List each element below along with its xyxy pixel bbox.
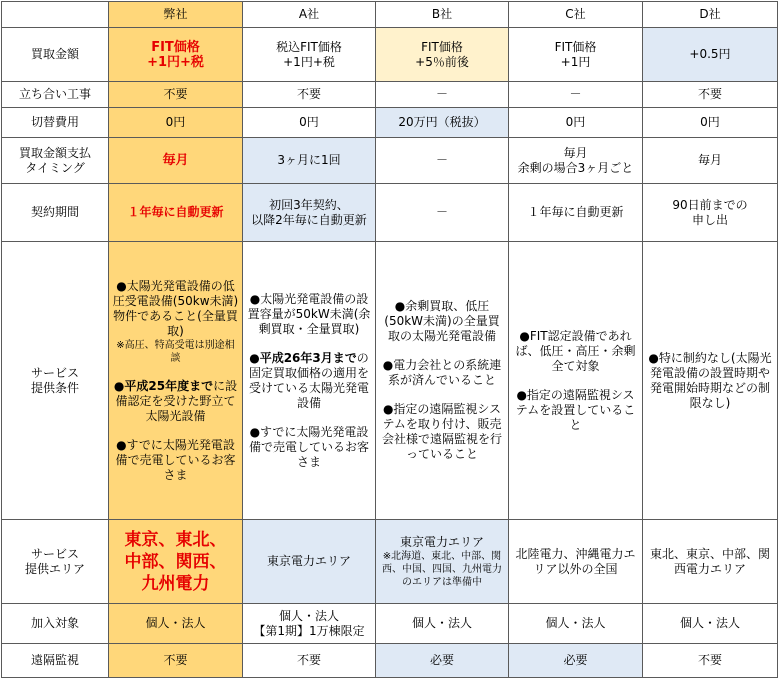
header-blank — [2, 2, 109, 28]
d-contract-line1: 90日前までの — [672, 197, 748, 212]
a-cond-p3: ●すでに太陽光発電設備で売電しているお客さま — [248, 424, 369, 469]
label-payment — [2, 138, 109, 184]
row-target — [2, 604, 778, 644]
a-price-line1: 税込FIT価格 — [276, 39, 342, 54]
d-switch-fee: 0円 — [643, 108, 778, 138]
label-target: 加入対象 — [2, 604, 109, 644]
own-price-line1: FIT価格 — [151, 39, 200, 55]
own-area-line3: 九州電力 — [141, 573, 210, 594]
b-area-note: ※北海道、東北、中部、関西、中国、四国、九州電力のエリアは準備中 — [382, 550, 502, 588]
own-area-line2: 中部、関西、 — [124, 551, 227, 572]
own-cond-p2 — [112, 379, 239, 424]
header-own-company: 弊社 — [109, 2, 243, 28]
c-price-line2: +1円 — [560, 54, 591, 69]
row-monitor — [2, 644, 778, 678]
row-witness — [2, 82, 778, 108]
header-company-d: D社 — [643, 2, 778, 28]
d-contract — [643, 184, 778, 242]
own-cond-p1: ●太陽光発電設備の低圧受電設備(50kw未満)物件であること(全量買取) — [112, 278, 239, 338]
c-cond-p1: ●FIT認定設備であれば、低圧・高圧・余剰全て対象 — [515, 328, 636, 373]
c-payment-line1: 毎月 — [563, 145, 588, 160]
own-witness: 不要 — [109, 82, 243, 108]
b-price — [376, 28, 509, 82]
b-price-line1: FIT価格 — [421, 39, 463, 54]
header-company-a: A社 — [243, 2, 376, 28]
c-area: 北陸電力、沖縄電力エリア以外の全国 — [509, 520, 643, 604]
a-payment: 3ヶ月に1回 — [243, 138, 376, 184]
spacer — [112, 424, 239, 438]
c-monitor: 必要 — [509, 644, 643, 678]
own-payment — [109, 138, 243, 184]
d-conditions — [643, 242, 778, 520]
label-conditions-line1: サービス — [30, 365, 79, 380]
b-cond-p1: ●余剰買取、低圧(50kW未満)の全量買取の太陽光発電設備 — [384, 299, 500, 343]
label-conditions-line2: 提供条件 — [30, 380, 79, 395]
b-cond-p3: ●指定の遠隔監視システムを取り付け、販売会社様で遠隔監視を行っていること — [381, 402, 502, 461]
own-switch-fee: 0円 — [109, 108, 243, 138]
a-switch-fee: 0円 — [243, 108, 376, 138]
d-area: 東北、東京、中部、関西電力エリア — [643, 520, 778, 604]
b-cond-p2: ●電力会社との系統連系が済んでいること — [382, 358, 502, 387]
own-cond-note: ※高圧、特高受電は別途相談 — [116, 339, 235, 364]
row-area — [2, 520, 778, 604]
d-payment: 毎月 — [643, 138, 778, 184]
row-conditions — [2, 242, 778, 520]
b-conditions — [376, 242, 509, 520]
b-area-main: 東京電力エリア — [399, 534, 484, 549]
a-contract — [243, 184, 376, 242]
b-monitor: 必要 — [376, 644, 509, 678]
row-switch-fee — [2, 108, 778, 138]
c-witness: － — [509, 82, 643, 108]
header-company-b: B社 — [376, 2, 509, 28]
a-witness: 不要 — [243, 82, 376, 108]
label-payment-line1: 買取金額支払 — [18, 145, 91, 160]
label-switch-fee: 切替費用 — [2, 108, 109, 138]
label-price: 買取金額 — [2, 28, 109, 82]
d-witness: 不要 — [643, 82, 778, 108]
c-price-line1: FIT価格 — [554, 39, 597, 54]
d-price: +0.5円 — [643, 28, 778, 82]
spacer — [246, 337, 372, 351]
own-payment-text: 毎月 — [162, 153, 189, 168]
a-cond-p2-rest: の固定買取価格の適用を受けている太陽光発電設備 — [248, 350, 369, 410]
own-cond-p2-rest: に設備認定を受けた野立て太陽光設備 — [115, 378, 238, 423]
a-cond-p2-bold: ●平成26年3月まで — [249, 350, 357, 365]
own-area-line1: 東京、東北、 — [124, 529, 227, 550]
label-conditions — [2, 242, 109, 520]
b-switch-fee: 20万円（税抜） — [376, 108, 509, 138]
a-area: 東京電力エリア — [243, 520, 376, 604]
a-cond-p2 — [246, 351, 372, 411]
c-target: 個人・法人 — [509, 604, 643, 644]
a-target — [243, 604, 376, 644]
label-monitor: 遠隔監視 — [2, 644, 109, 678]
spacer — [512, 374, 639, 388]
row-contract — [2, 184, 778, 242]
label-area-line1: サービス — [30, 546, 79, 561]
c-payment-line2: 余剰の場合3ヶ月ごと — [517, 160, 634, 175]
a-target-line1: 個人・法人 — [278, 608, 339, 623]
d-cond-p1: ●特に制約なし(太陽光発電設備の設置時期や発電開始時期などの制限なし) — [648, 350, 772, 410]
c-contract: １年毎に自動更新 — [509, 184, 643, 242]
a-price — [243, 28, 376, 82]
row-payment — [2, 138, 778, 184]
c-switch-fee: 0円 — [509, 108, 643, 138]
a-monitor: 不要 — [243, 644, 376, 678]
own-cond-p3: ●すでに太陽光発電設備で売電しているお客さま — [115, 437, 236, 482]
own-contract — [109, 184, 243, 242]
a-contract-line1: 初回3年契約、 — [269, 197, 349, 212]
spacer — [379, 388, 505, 402]
own-cond-p2-bold: ●平成25年度まで — [113, 378, 214, 393]
a-contract-line2: 以降2年毎に自動更新 — [251, 212, 367, 227]
header-row — [2, 2, 778, 28]
label-area-line2: 提供エリア — [24, 561, 85, 576]
own-price — [109, 28, 243, 82]
a-price-line2: +1円+税 — [283, 54, 335, 69]
a-target-line2: 【第1期】1万棟限定 — [253, 623, 365, 638]
d-monitor: 不要 — [643, 644, 778, 678]
label-area — [2, 520, 109, 604]
b-price-line2: +5％前後 — [415, 54, 469, 69]
own-contract-text: １年毎に自動更新 — [127, 205, 224, 219]
b-contract: － — [376, 184, 509, 242]
spacer — [112, 365, 239, 379]
header-company-c: C社 — [509, 2, 643, 28]
row-price — [2, 28, 778, 82]
c-payment — [509, 138, 643, 184]
own-price-line2: +1円+税 — [147, 54, 204, 70]
own-area — [109, 520, 243, 604]
own-monitor: 不要 — [109, 644, 243, 678]
own-target: 個人・法人 — [109, 604, 243, 644]
b-target: 個人・法人 — [376, 604, 509, 644]
a-cond-p1: ●太陽光発電設備の設置容量が50kW未満(余剰買取・全量買取) — [247, 291, 371, 336]
label-payment-line2: タイミング — [25, 160, 85, 175]
c-cond-p2: ●指定の遠隔監視システムを設置していること — [515, 387, 636, 432]
own-conditions — [109, 242, 243, 520]
d-contract-line2: 申し出 — [691, 212, 728, 227]
c-conditions — [509, 242, 643, 520]
spacer — [379, 344, 505, 358]
a-conditions — [243, 242, 376, 520]
d-target: 個人・法人 — [643, 604, 778, 644]
label-witness: 立ち合い工事 — [2, 82, 109, 108]
spacer — [246, 411, 372, 425]
b-witness: － — [376, 82, 509, 108]
label-contract: 契約期間 — [2, 184, 109, 242]
c-price — [509, 28, 643, 82]
comparison-table — [1, 1, 778, 678]
b-payment: － — [376, 138, 509, 184]
b-area — [376, 520, 509, 604]
